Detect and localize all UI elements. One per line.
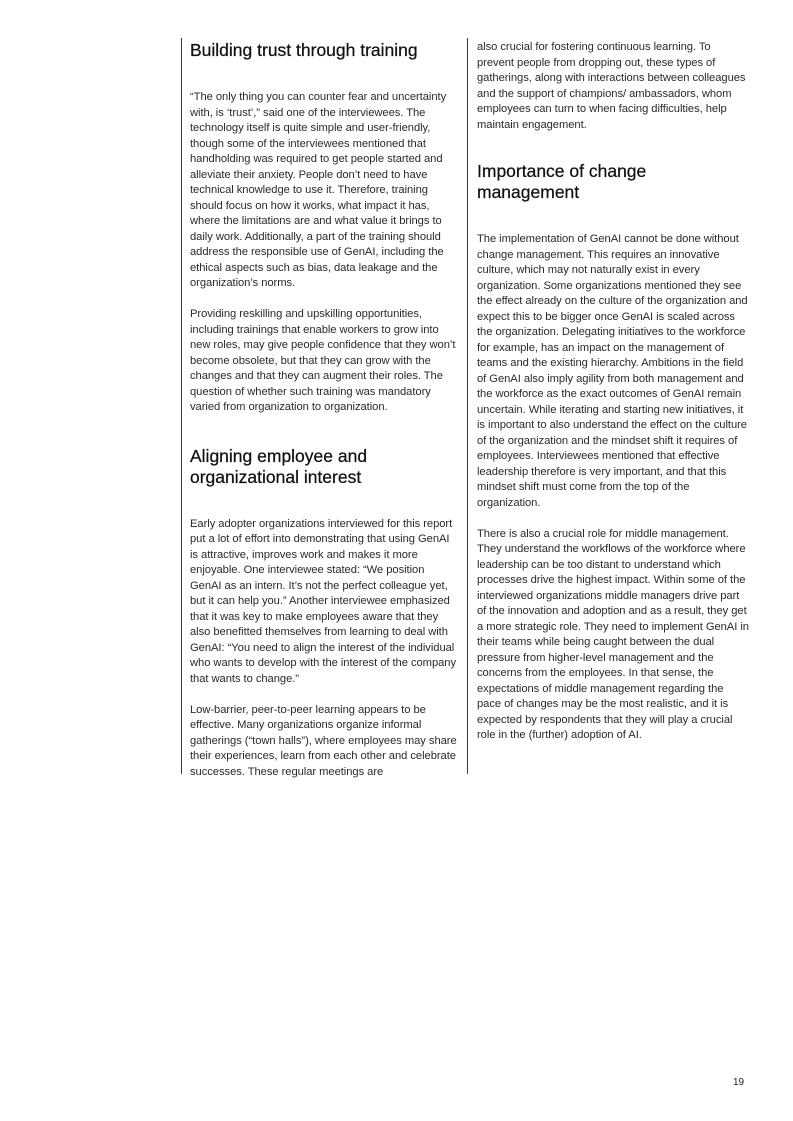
right-column-rule: [467, 38, 468, 774]
paragraph-trust-2: Providing reskilling and upskilling opportunities, including trainings that enable workers to grow into new roles, may give people confidence that they won’t become obsolete, but that they can grow with the changes and that they can augment their roles. The question of whether such training was mandatory varied from organization to organization.: [190, 308, 456, 413]
page-number: 19: [733, 1077, 745, 1088]
paragraph-aligning-2: Low-barrier, peer-to-peer learning appears to be effective. Many organizations organize informal gatherings (“town halls”), where employees may share their experiences, learn from each other and celebrate successes. These regular meetings are: [190, 703, 457, 778]
left-column-rule: [181, 38, 182, 774]
paragraph-aligning-1: Early adopter organizations interviewed for this report put a lot of effort into demonstrating that using GenAI is attractive, improves work and makes it more enjoyable. One interviewee stated: “We position GenAI as an intern. It’s not the perfect colleague yet, but it can help you.” Another interviewee emphasized that it was key to make employees aware that they also benefitted themselves from learning to deal with GenAI: “You need to align the interest of the individual who wants to develop with the interest of the company that wants to change.”: [190, 517, 457, 685]
paragraph-change-1: The implementation of GenAI cannot be done without change management. This requires an innovative culture, which may not naturally exist in every organization. Some organizations mentioned they see the effect already on the culture of the organization and expect this to be bigger once GenAI is scaled across the organization. Delegating initiatives to the workforce for example, has an impact on the management of teams and the existing hierarchy. Ambitions in the field of GenAI also imply agility from both management and the workforce as the exact outcomes of GenAI remain uncertain. While iterating and starting new initiatives, it is important to also understand the effect on the culture of the organization and the mindset shift it requires of employees. Interviewees mentioned that effective leadership therefore is very important, and that this mindset shift must come from the top of the organization.: [477, 233, 748, 509]
heading-aligning-interest: Aligning employee and organizational interest: [190, 445, 368, 487]
paragraph-change-2: There is also a crucial role for middle management. They understand the workflows of the workforce where leadership can be too distant to understand which processes drive the highest impact. Within some of the interviewed organizations middle managers drive part of the innovation and adoption and as a result, they get a more strategic role. They need to implement GenAI in their teams while being caught between the dual pressure from higher-level management and the concerns from the employees. In that sense, the expectations of middle management regarding the pace of changes may be the most realistic, and it is expected by respondents that they will play a crucial role in the (further) adoption of AI.: [477, 527, 749, 741]
heading-building-trust: Building trust through training: [190, 40, 418, 60]
paragraph-continuation: also crucial for fostering continuous learning. To prevent people from dropping out, these types of gatherings, along with interactions between colleagues and the support of champions/ ambassadors, whom employees can turn to when facing difficulties, help maintain engagement.: [477, 41, 746, 131]
heading-change-management: Importance of change management: [477, 161, 647, 202]
right-column: [477, 38, 749, 744]
paragraph-trust-1: “The only thing you can counter fear and uncertainty with, is ‘trust’,” said one of the interviewees. The technology itself is quite simple and user-friendly, though some of the interviewees mentioned that handholding was required to get people started and alleviate their anxiety. People don’t need to have technical knowledge to use it. Therefore, training should focus on how it works, what impact it has, where the limitations are and what value it brings to daily work. Additionally, a part of the training should address the responsible use of GenAI, including the ethical aspects such as bias, data leakage and the organization’s norms.: [190, 91, 447, 289]
left-column: [190, 38, 458, 780]
